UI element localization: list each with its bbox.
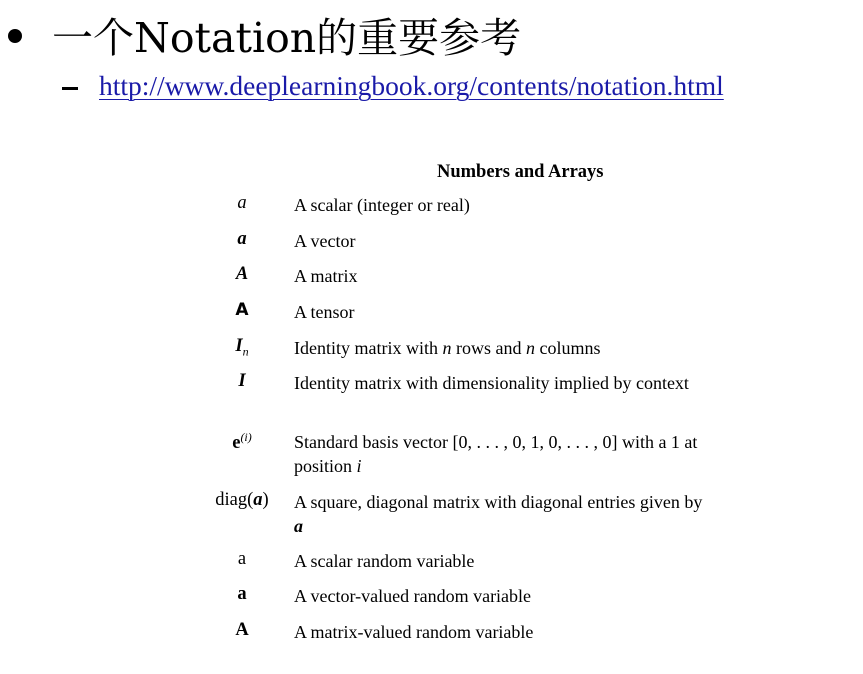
symbol-cell (197, 490, 287, 511)
description-cell: A tensor (294, 302, 355, 322)
description-part: Identity matrix with (294, 338, 443, 358)
symbol-cell: a (237, 193, 247, 213)
symbol-close: ) (262, 490, 269, 510)
symbol-cell: A (235, 620, 249, 640)
description-cell: A scalar random variable (294, 551, 475, 571)
symbol-cell: a (237, 584, 247, 604)
description-part: A square, diagonal matrix with diagonal entries given by (294, 492, 703, 512)
slide-title: 一个Notation的重要参考 (52, 13, 522, 62)
symbol-cell (197, 336, 287, 360)
symbol-subscript: n (242, 344, 249, 359)
symbol-main: diag( (215, 490, 254, 510)
description-cell: Identity matrix with dimensionality implied by context (294, 373, 689, 393)
description-part: columns (534, 338, 601, 358)
symbol-superscript: (i) (240, 430, 252, 444)
description-part: n (525, 338, 535, 358)
symbol-main: e (232, 433, 241, 454)
symbol-cell: A (235, 300, 249, 320)
description-cell: A vector (294, 231, 356, 251)
notation-heading: Numbers and Arrays (437, 162, 604, 182)
description-part: a (294, 516, 303, 536)
description-cell: A vector-valued random variable (294, 586, 532, 606)
symbol-cell: I (238, 371, 246, 391)
description-cell (294, 430, 714, 478)
description-cell (294, 336, 714, 360)
description-part: Standard basis vector [0, . . . , 0, 1, 0, . . . , 0] with a 1 at position (294, 432, 698, 476)
description-part: i (356, 456, 362, 476)
description-part: rows and (451, 338, 526, 358)
notation-link[interactable]: http://www.deeplearningbook.org/contents/notation.html (99, 70, 724, 101)
symbol-cell: a (237, 549, 247, 569)
description-cell: A matrix (294, 266, 358, 286)
symbol-argument: a (253, 490, 263, 510)
description-cell (294, 490, 714, 538)
symbol-cell: A (235, 264, 249, 284)
description-cell: A scalar (integer or real) (294, 195, 470, 215)
symbol-cell (197, 430, 287, 454)
description-cell: A matrix-valued random variable (294, 622, 534, 642)
symbol-cell: a (237, 229, 247, 249)
symbol-main: I (235, 336, 243, 356)
description-part: n (442, 338, 452, 358)
